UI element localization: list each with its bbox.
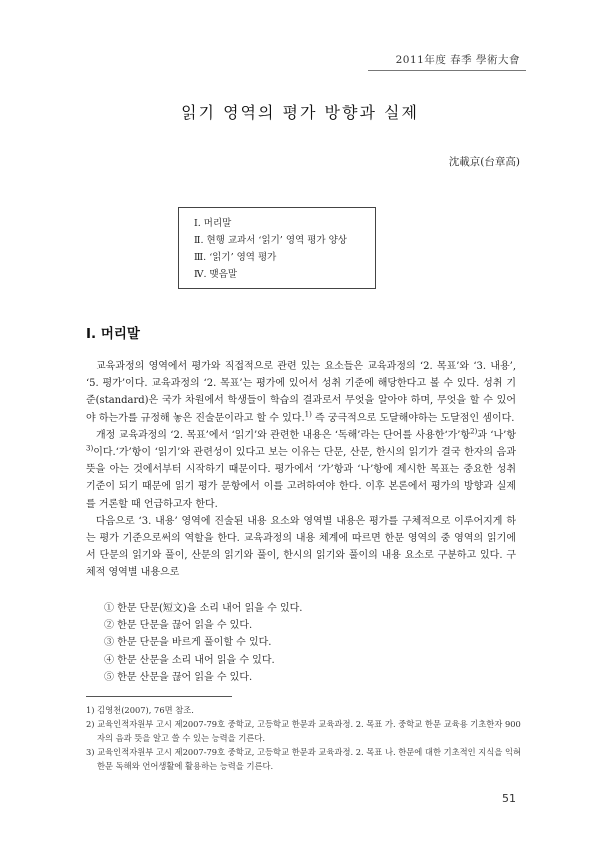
paragraph-text: 교육과정의 영역에서 평가와 직접적으로 관련 있는 요소들은 교육과정의 ‘2. 목표’와 ‘3. 내용’, ‘5. 평가’이다. 교육과정의 ‘2. 목표’는 평가에 있어서 성취 기준에 해당한다고 볼 수 있다. 성취 기준(standard)은 국가 차원에서 학생들이 학습의 결과로서 무엇을 알아야 하며, 무엇을 할 수 있어야 하는가를 규정해 놓은 진술문이라고 할 수 있다. [86,361,516,424]
section-heading: Ⅰ. 머리말 [86,326,140,342]
table-of-contents [178,207,376,289]
paper-title: 읽기 영역의 평가 방향과 실제 [181,103,419,122]
footnote-ref: 1) [304,410,312,419]
paragraph-text: 즉 궁극적으로 도달해야하는 도달점인 셈이다. [311,412,515,424]
toc-item: Ⅰ. 머리말 [194,218,232,229]
running-header: 2011年度 春季 學術大會 [395,54,520,66]
list-item: ① 한문 단문(短文)을 소리 내어 읽을 수 있다. [104,603,303,614]
list-item: ⑤ 한문 산문을 끊어 읽을 수 있다. [104,671,253,683]
footnote-ref: 3) [86,444,94,453]
footnote-ref: 2) [470,427,478,436]
list-item: ③ 한문 단문을 바르게 풀이할 수 있다. [104,637,272,649]
toc-item: Ⅱ. 현행 교과서 ‘읽기’ 영역 평가 양상 [194,235,347,246]
body-text [86,358,516,582]
list-item: ④ 한문 산문을 소리 내어 읽을 수 있다. [104,654,275,666]
footnote-rule [86,696,232,697]
toc-item: Ⅳ. 맺음말 [194,269,238,280]
footnote: 2) 교육인적자원부 고시 제2007-79호 중학교, 고등학교 한문과 교육과정. 2. 목표 가. 중학교 한문 교육용 기초한자 900자의 음과 뜻을 알고 쓸 수 있는 능력을 기른다. [86,719,521,743]
header-rule [368,70,526,71]
paragraph [86,513,516,582]
author-name: 沈載京(台章高) [448,156,520,168]
footnote: 1) 김영천(2007), 76면 참조. [86,705,194,715]
footnotes [86,703,526,773]
page-number: 51 [502,792,516,805]
content-list [104,600,302,686]
footnote: 3) 교육인적자원부 고시 제2007-79호 중학교, 고등학교 한문과 교육과정. 2. 목표 나. 한문에 대한 기초적인 지식을 익혀 한문 독해와 언어생활에 활용하는 능력을 기른다. [86,747,522,771]
paragraph-text: 개정 교육과정의 ‘2. 목표’에서 ‘읽기’와 관련한 내용은 ‘독해’라는 단어를 사용한‘가’항 [96,429,471,441]
paragraph-text: 이다.‘가’항이 ‘읽기’와 관련성이 있다고 보는 이유는 단문, 산문, 한시의 읽기가 결국 한자의 음과 뜻을 아는 것에서부터 시작하기 때문이다. 평가에서 ‘가’항과 ‘나’항에 제시한 목표는 중요한 성취 기준이 되기 때문에 읽기 평가 문항에서 이를 고려하여야 한다. 이후 본론에서 평가의 방향과 실제를 거론할 때 언급하고자 한다. [86,447,516,510]
paragraph [86,427,516,513]
toc-item: Ⅲ. ‘읽기’ 영역 평가 [194,252,277,263]
paragraph-text: 과 ‘나’항 [477,429,516,441]
paragraph [86,358,516,427]
paragraph-text: 다음으로 ‘3. 내용’ 영역에 진술된 내용 요소와 영역별 내용은 평가를 구체적으로 이루어지게 하는 평가 기준으로써의 역할을 한다. 교육과정의 내용 체계에 따르면 한문 영역의 중 영역의 읽기에서 단문의 읽기와 풀이, 산문의 읽기와 풀이, 한시의 읽기와 풀이의 내용 요소로 구분하고 있다. 구체적 영역별 내용으로 [86,515,516,579]
list-item: ② 한문 단문을 끊어 읽을 수 있다. [104,620,253,632]
